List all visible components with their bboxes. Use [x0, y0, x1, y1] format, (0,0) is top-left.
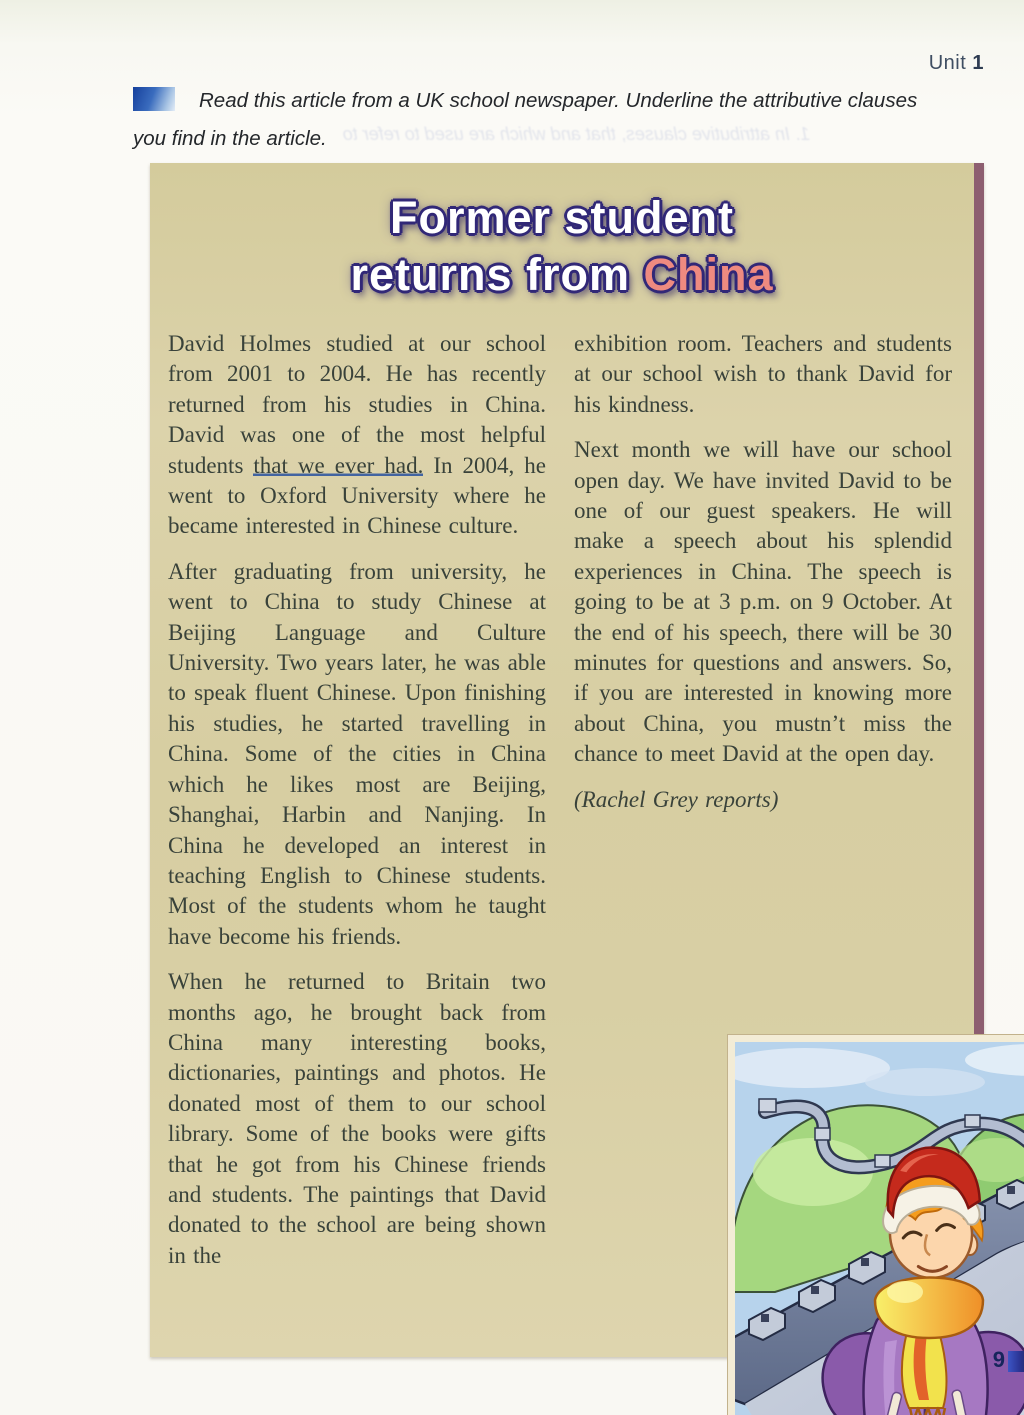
great-wall-scene [735, 1042, 1024, 1415]
unit-word: Unit [928, 52, 967, 74]
article-byline: (Rachel Grey reports) [574, 786, 779, 812]
article-left-column [168, 329, 546, 1286]
paragraph-1-before: David Holmes studied at our school from 2001 to 2004. He has recently returned from his studies in China. David was one of the most helpful students [168, 331, 546, 478]
article-title [150, 189, 974, 303]
page-number: 9 [992, 1347, 1005, 1372]
underlined-attributive-clause: that we ever had. [253, 452, 424, 478]
article-title-china: China [643, 249, 774, 300]
article-title-line1: Former student [389, 192, 735, 243]
paragraph-4: exhibition room. Teachers and students at our school wish to thank David for his kindness. [574, 331, 952, 417]
exercise-instruction [133, 82, 945, 158]
article-title-line2 [150, 246, 974, 303]
paragraph-5: Next month we will have our school open day. We have invited David to be one of our guest speakers. He will make a speech about his splendid experiences in China. The speech is going to be at 3 p.m. on 9 October. At the end of his speech, there will be 30 minutes for questions and answers. So, if you are interested in knowing more about China, you mustn’t miss the chance to meet David at the open day. [574, 437, 952, 767]
unit-number: 1 [972, 52, 984, 74]
paragraph-3: When he returned to Britain two months ago, he brought back from China many interesting books, dictionaries, paintings and photos. He donated most of them to our school library. Some of the books were gifts that he got from his Chinese friends and students. The paintings that David donated to the school are being shown in the [168, 969, 546, 1268]
article-right-column [574, 329, 952, 830]
article-title-line2-prefix: returns from [350, 249, 644, 300]
instruction-text: Read this article from a UK school newspaper. Underline the attributive clauses you find in the article. [133, 89, 918, 150]
paragraph-1-after: In 2004, he went to Oxford University where he became interested in Chinese culture. [168, 452, 547, 539]
newspaper-article-panel [150, 163, 984, 1357]
boy-on-great-wall-illustration [728, 1035, 1024, 1415]
paragraph-1 [168, 329, 546, 542]
scarf-tail [902, 1332, 947, 1415]
page-show-through-text: 1. In attributive clauses, that and which are used to refer to [342, 124, 810, 144]
unit-label [929, 52, 984, 75]
paragraph-2: After graduating from university, he went to China to study Chinese at Beijing Language and Culture University. Two years later, he was able to speak fluent Chinese. Upon finishing his studies, he started travelling in China. Some of the cities in China which he likes most are Beijing, Shanghai, Harbin and Nanjing. In China he developed an interest in teaching English to Chinese students. Most of the students whom he taught have become his friends. [168, 558, 546, 949]
page-corner-bar [1008, 1351, 1024, 1372]
task-marker-icon [133, 87, 175, 111]
